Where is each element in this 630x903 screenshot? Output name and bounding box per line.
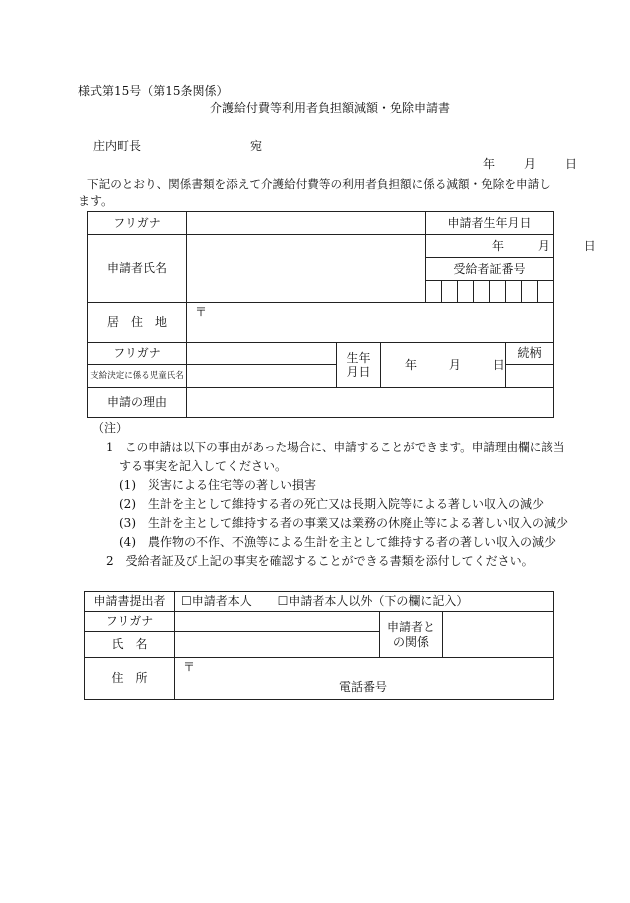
cert-digit-box[interactable] — [458, 281, 474, 303]
cert-digit-box[interactable] — [490, 281, 506, 303]
submitter-name-label: 氏 名 — [85, 632, 175, 658]
cert-digit-box[interactable] — [474, 281, 490, 303]
furigana-label: フリガナ — [88, 212, 187, 235]
child-birth-day: 日 — [492, 357, 505, 372]
furigana-field[interactable] — [187, 212, 426, 235]
birth-month: 月 — [537, 238, 550, 253]
birthdate-label: 申請者生年月日 — [426, 212, 554, 235]
cert-digit-box[interactable] — [506, 281, 522, 303]
child-birth-label-line1: 生年 — [346, 350, 371, 365]
relationship-field[interactable] — [506, 365, 554, 388]
relation-field[interactable] — [443, 612, 554, 658]
page-title: 介護給付費等利用者負担額減額・免除申請書 — [210, 101, 451, 115]
notes-heading: （注） — [92, 421, 129, 435]
child-furigana-field[interactable] — [187, 343, 337, 365]
cert-digit-box[interactable] — [442, 281, 458, 303]
intro-line-1: 下記のとおり、関係書類を添えて介護給付費等の利用者負担額に係る減額・免除を申請し — [87, 177, 551, 191]
child-name-field[interactable] — [187, 365, 337, 388]
submitter-address-label: 住 所 — [85, 658, 175, 700]
note-sub-3: (3) 生計を主として維持する者の事業又は業務の休廃止等による著しい収入の減少 — [119, 516, 569, 530]
note-item-2: 2 受給者証及び上記の事実を確認することができる書類を添付してください。 — [106, 554, 534, 568]
submitter-options — [175, 592, 554, 612]
addressee-suffix: 宛 — [250, 139, 263, 153]
postal-mark: 〒 — [195, 305, 208, 319]
note-sub-2: (2) 生計を主として維持する者の死亡又は長期入院等による著しい収入の減少 — [119, 497, 545, 511]
submitter-name-field[interactable] — [175, 632, 380, 658]
child-birth-month: 月 — [448, 357, 461, 372]
relationship-label: 続柄 — [506, 343, 554, 365]
recipient-cert-label: 受給者証番号 — [426, 258, 554, 281]
note-sub-1: (1) 災害による住宅等の著しい損害 — [119, 478, 316, 492]
checkbox-self[interactable]: ☐申請者本人 — [181, 594, 252, 609]
address-field[interactable] — [187, 303, 554, 343]
submitter-label: 申請書提出者 — [85, 592, 175, 612]
applicant-name-field[interactable] — [187, 235, 426, 303]
child-birth-year: 年 — [405, 357, 418, 372]
relation-label-line1: 申請者と — [386, 620, 435, 635]
applicant-name-label: 申請者氏名 — [88, 235, 187, 303]
submitter-address-field[interactable] — [175, 658, 554, 700]
application-table — [87, 211, 596, 418]
child-name-label: 支給決定に係る児童氏名 — [88, 365, 187, 388]
addressee: 庄内町長 — [93, 139, 142, 153]
child-birth-label-line2: 月日 — [346, 365, 371, 379]
birth-day: 日 — [583, 238, 596, 253]
cert-digit-box[interactable] — [426, 281, 442, 303]
submitter-furigana-label: フリガナ — [85, 612, 175, 632]
date-month: 月 — [524, 157, 537, 171]
form-number: 様式第15号（第15条関係） — [78, 84, 229, 98]
date-day: 日 — [565, 157, 578, 171]
cert-digit-box[interactable] — [538, 281, 554, 303]
note-item-1: 1 この申請は以下の事由があった場合に、申請することができます。申請理由欄に該当 — [106, 440, 565, 454]
checkbox-other[interactable]: ☐申請者本人以外（下の欄に記入） — [277, 594, 469, 609]
cert-digit-box[interactable] — [522, 281, 538, 303]
date-year: 年 — [483, 157, 496, 171]
note-sub-4: (4) 農作物の不作、不漁等による生計を主として維持する者の著しい収入の減少 — [119, 535, 557, 549]
submitter-table — [84, 591, 554, 700]
checkbox-self-label: 申請者本人 — [191, 594, 252, 609]
reason-label: 申請の理由 — [88, 388, 187, 418]
address-label: 居 住 地 — [88, 303, 187, 343]
phone-label: 電話番号 — [339, 680, 388, 694]
birthdate-field[interactable] — [426, 235, 596, 258]
birth-year: 年 — [492, 238, 505, 253]
note-item-1-cont: する事実を記入してください。 — [119, 459, 288, 473]
relation-label-line2: の関係 — [392, 634, 429, 649]
child-furigana-label: フリガナ — [88, 343, 187, 365]
intro-line-2: ます。 — [78, 194, 114, 208]
relation-label — [380, 612, 443, 658]
child-birthdate-field[interactable] — [381, 343, 506, 388]
child-birth-label — [337, 343, 381, 388]
checkbox-other-label: 申請者本人以外（下の欄に記入） — [288, 594, 469, 609]
submitter-furigana-field[interactable] — [175, 612, 380, 632]
reason-field[interactable] — [187, 388, 554, 418]
submitter-postal-mark: 〒 — [183, 660, 196, 674]
